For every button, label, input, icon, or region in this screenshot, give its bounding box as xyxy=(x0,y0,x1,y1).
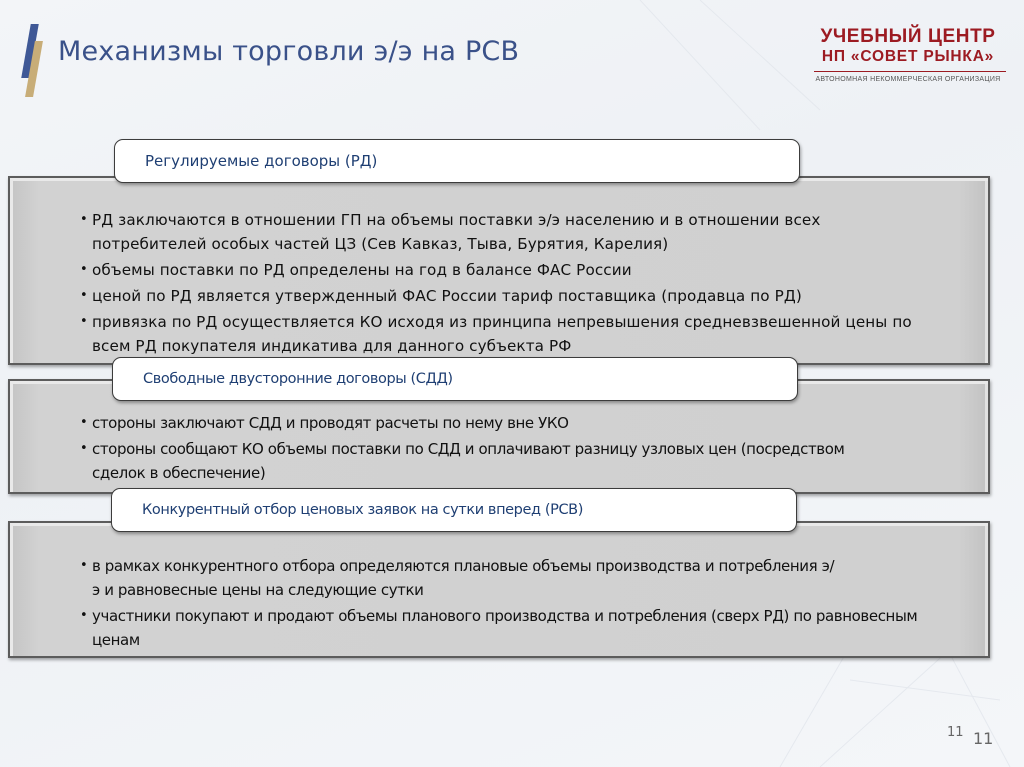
slide-title: Механизмы торговли э/э на РСВ xyxy=(58,36,520,67)
logo xyxy=(810,27,1006,83)
bullet-item: • РД заключаются в отношении ГП на объемы поставки э/э населению и в отношении всех потребителей особых частей ЦЗ (Сев Кавказ, Тыва, Бурятия, Карелия) xyxy=(80,208,900,256)
bullet-item: • стороны заключают СДД и проводят расчеты по нему вне УКО xyxy=(80,411,870,435)
logo-line2: НП «СОВЕТ РЫНКА» xyxy=(821,48,995,65)
bullet-item: • ценой по РД является утвержденный ФАС России тариф поставщика (продавца по РД) xyxy=(80,284,920,308)
bullet-item: • участники покупают и продают объемы планового производства и потребления (сверх РД) по равновесным ценам xyxy=(80,604,930,652)
section-rsv-bullets xyxy=(80,554,930,654)
section-rd-bullets xyxy=(80,208,920,360)
logo-line3: АВТОНОМНАЯ НЕКОММЕРЧЕСКАЯ ОРГАНИЗАЦИЯ xyxy=(815,76,1001,83)
bullet-item: • привязка по РД осуществляется КО исходя из принципа непревышения средневзвешенной цены по всем РД покупателя индикатива для данного субъекта РФ xyxy=(80,310,920,358)
logo-line1: УЧЕБНЫЙ ЦЕНТР xyxy=(820,26,996,47)
logo-divider xyxy=(814,71,1006,72)
section-rsv-header: Конкурентный отбор ценовых заявок на сутки вперед (РСВ) xyxy=(111,488,797,532)
section-sdd-header: Свободные двусторонние договоры (СДД) xyxy=(112,357,798,401)
bullet-item: • в рамках конкурентного отбора определяются плановые объемы производства и потребления э/э и равновесные цены на следующие сутки xyxy=(80,554,840,602)
section-rsv-panel xyxy=(8,521,990,658)
section-sdd-bullets xyxy=(80,411,870,487)
page-number-small: 11 xyxy=(947,725,964,740)
bullet-item: • объемы поставки по РД определены на год в балансе ФАС России xyxy=(80,258,920,282)
section-rd-panel xyxy=(8,176,990,365)
section-rd-header: Регулируемые договоры (РД) xyxy=(114,139,800,183)
page-number: 11 xyxy=(973,729,994,748)
bullet-item: • стороны сообщают КО объемы поставки по СДД и оплачивают разницу узловых цен (посредством сделок в обеспечение) xyxy=(80,437,870,485)
